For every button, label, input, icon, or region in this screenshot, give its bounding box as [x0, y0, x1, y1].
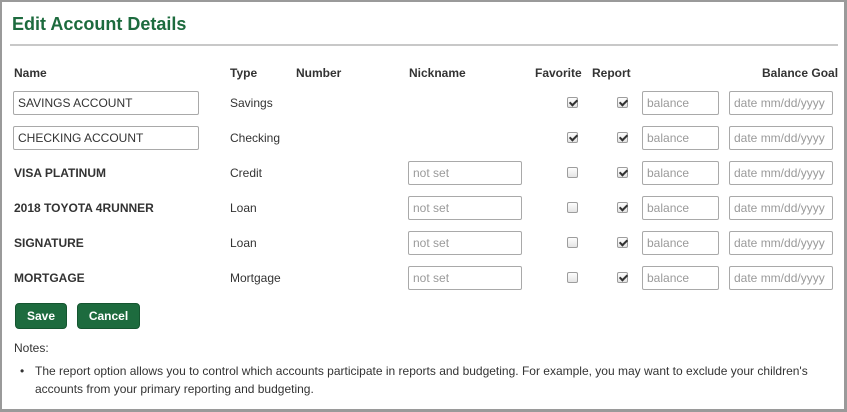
header-favorite: Favorite: [535, 66, 582, 80]
cancel-button[interactable]: Cancel: [77, 303, 140, 329]
account-type: Checking: [230, 131, 281, 145]
goal-date-input[interactable]: [729, 126, 833, 150]
account-name: 2018 TOYOTA 4RUNNER: [14, 201, 154, 215]
notes-label: Notes:: [14, 341, 49, 355]
save-button[interactable]: Save: [15, 303, 67, 329]
account-name-input[interactable]: [13, 126, 199, 150]
favorite-checkbox[interactable]: [567, 132, 578, 143]
account-type: Credit: [230, 166, 263, 180]
report-checkbox[interactable]: [617, 202, 628, 213]
header-report: Report: [592, 66, 631, 80]
account-name: SIGNATURE: [14, 236, 84, 250]
account-name-input[interactable]: [13, 91, 199, 115]
goal-date-input[interactable]: [729, 266, 833, 290]
nickname-input[interactable]: [408, 266, 522, 290]
goal-date-input[interactable]: [729, 91, 833, 115]
notes-list: [20, 362, 825, 398]
header-name: Name: [14, 66, 47, 80]
goal-date-input[interactable]: [729, 231, 833, 255]
account-type: Loan: [230, 236, 257, 250]
favorite-checkbox[interactable]: [567, 97, 578, 108]
nickname-input[interactable]: [408, 196, 522, 220]
favorite-checkbox[interactable]: [567, 202, 578, 213]
report-checkbox[interactable]: [617, 237, 628, 248]
balance-goal-input[interactable]: [642, 161, 719, 185]
balance-goal-input[interactable]: [642, 196, 719, 220]
nickname-input[interactable]: [408, 231, 522, 255]
balance-goal-input[interactable]: [642, 91, 719, 115]
header-type: Type: [230, 66, 258, 80]
goal-date-input[interactable]: [729, 196, 833, 220]
page-title: Edit Account Details: [12, 14, 187, 34]
report-checkbox[interactable]: [617, 132, 628, 143]
balance-goal-input[interactable]: [642, 231, 719, 255]
favorite-checkbox[interactable]: [567, 167, 578, 178]
title-divider: [10, 44, 838, 46]
account-type: Loan: [230, 201, 257, 215]
report-checkbox[interactable]: [617, 97, 628, 108]
balance-goal-input[interactable]: [642, 266, 719, 290]
balance-goal-input[interactable]: [642, 126, 719, 150]
account-name: VISA PLATINUM: [14, 166, 106, 180]
favorite-checkbox[interactable]: [567, 272, 578, 283]
account-type: Savings: [230, 96, 273, 110]
nickname-input[interactable]: [408, 161, 522, 185]
goal-date-input[interactable]: [729, 161, 833, 185]
account-name: MORTGAGE: [14, 271, 85, 285]
favorite-checkbox[interactable]: [567, 237, 578, 248]
header-number: Number: [296, 66, 342, 80]
report-checkbox[interactable]: [617, 272, 628, 283]
report-checkbox[interactable]: [617, 167, 628, 178]
account-type: Mortgage: [230, 271, 281, 285]
note-item: • The report option allows you to control which accounts participate in reports and budgeting. For example, you may want to exclude your children's accounts from your primary reporting and budgeting.: [20, 362, 825, 398]
header-nickname: Nickname: [409, 66, 466, 80]
header-balance-goal: Balance Goal: [762, 66, 839, 80]
